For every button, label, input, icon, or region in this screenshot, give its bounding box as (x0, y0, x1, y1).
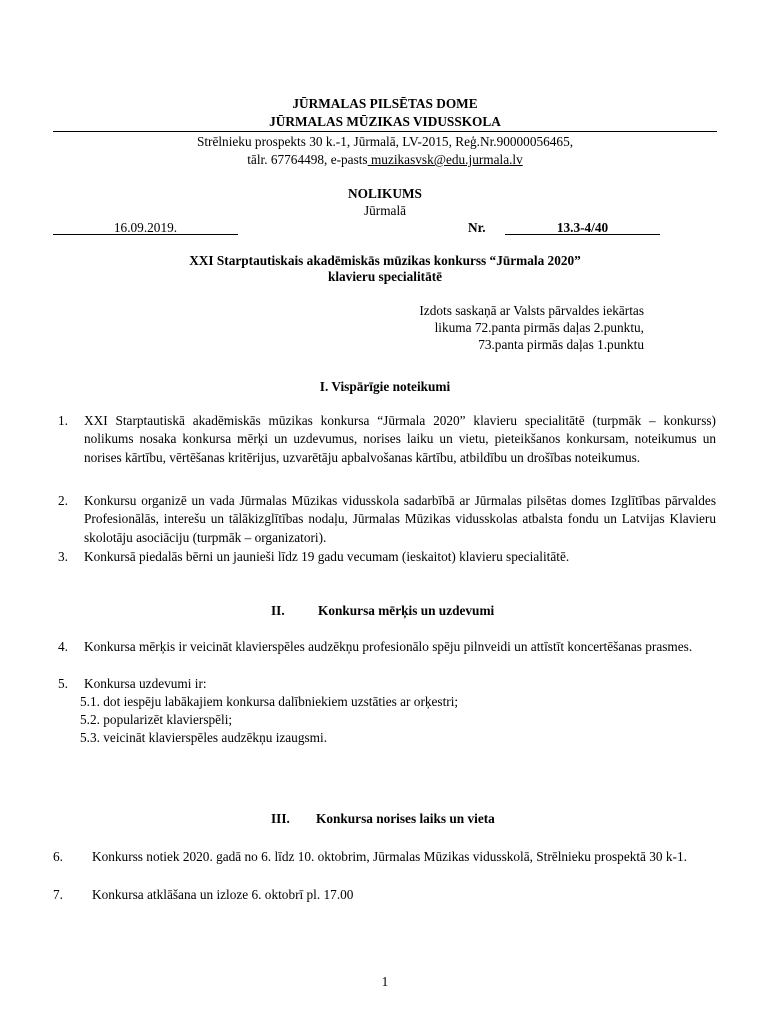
item-6-number: 6. (53, 849, 63, 864)
item-7-number: 7. (53, 887, 63, 902)
org-name-line-2: JŪRMALAS MŪZIKAS VIDUSSKOLA (269, 114, 501, 129)
document-place: Jūrmalā (363, 203, 407, 218)
section-3-heading: Konkursa norises laiks un vieta (316, 811, 495, 826)
item-1-text: XXI Starptautiskā akadēmiskās mūzikas konkursa “Jūrmala 2020” klavieru specialitātē (turpmāk – konkurss) nolikums nosaka konkursa mērķi un uzdevumus, norises laiku un vietu, pieteikšanos konkursam, noteikumus un norises kārtību, vērtēšanas kritērijus, uzvarētāju apbalvošanas kārtību, atbildību un drošības noteikumus. (84, 413, 716, 465)
item-6-text: Konkurss notiek 2020. gadā no 6. līdz 10. oktobrim, Jūrmalas Mūzikas vidusskolā, Strēlnieku prospektā 30 k-1. (92, 849, 687, 864)
item-3-number: 3. (58, 549, 68, 564)
letterhead-divider (53, 131, 717, 132)
org-address: Strēlnieku prospekts 30 k.-1, Jūrmalā, LV-2015, Reģ.Nr.90000056465, (196, 134, 574, 149)
document-subject-line-2: klavieru specialitātē (327, 269, 443, 284)
item-3-text: Konkursā piedalās bērni un jaunieši līdz 19 gadu vecumam (ieskaitot) klavieru specialitātē. (84, 549, 570, 564)
document-number-label: Nr. (468, 220, 486, 235)
legal-basis-line-2: likuma 72.panta pirmās daļas 2.punktu, (434, 320, 644, 335)
document-number: 13.3-4/40 (556, 220, 609, 235)
document-date: 16.09.2019. (113, 220, 178, 235)
section-1-heading: I. Vispārīgie noteikumi (319, 379, 451, 394)
item-5-3: 5.3. veicināt klavierspēles audzēkņu izaugsmi. (80, 730, 328, 745)
item-2-text: Konkursu organizē un vada Jūrmalas Mūzikas vidusskola sadarbībā ar Jūrmalas pilsētas domes Izglītības pārvaldes Profesionālās, interešu un tālākizglītības nodaļu, Jūrmalas Mūzikas vidusskolas atbalsta fondu un Latvijas Klavieru skolotāju asociāciju (turpmāk – organizatori). (84, 493, 716, 545)
number-underline (505, 234, 660, 235)
item-4-number: 4. (58, 639, 68, 654)
item-5-text: Konkursa uzdevumi ir: (84, 676, 207, 691)
date-underline (53, 234, 238, 235)
section-2-number: II. (271, 603, 285, 618)
item-5-1: 5.1. dot iespēju labākajiem konkursa dalībniekiem uzstāties ar orķestri; (80, 694, 459, 709)
document-subject-line-1: XXI Starptautiskais akadēmiskās mūzikas konkurss “Jūrmala 2020” (189, 253, 581, 268)
section-3-number: III. (271, 811, 290, 826)
section-2-heading: Konkursa mērķis un uzdevumi (318, 603, 495, 618)
item-5-2: 5.2. popularizēt klavierspēli; (80, 712, 233, 727)
org-name-line-1: JŪRMALAS PILSĒTAS DOME (292, 96, 478, 111)
org-phone: tālr. 67764498, e-pasts (247, 152, 368, 167)
legal-basis-line-3: 73.panta pirmās daļas 1.punktu (478, 337, 644, 352)
item-7-text: Konkursa atklāšana un izloze 6. oktobrī pl. 17.00 (92, 887, 354, 902)
item-1-number: 1. (58, 413, 68, 428)
item-4-text: Konkursa mērķis ir veicināt klavierspēles audzēkņu profesionālo spēju pilnveidi un attīstīt koncertēšanas prasmes. (84, 639, 693, 654)
page-number: 1 (381, 974, 389, 989)
org-email-link[interactable]: muzikasvsk@edu.jurmala.lv (367, 152, 523, 167)
item-5-number: 5. (58, 676, 68, 691)
item-2-number: 2. (58, 493, 68, 508)
legal-basis-line-1: Izdots saskaņā ar Valsts pārvaldes iekārtas (419, 303, 644, 318)
org-contacts (0, 151, 770, 168)
document-title: NOLIKUMS (348, 186, 422, 201)
